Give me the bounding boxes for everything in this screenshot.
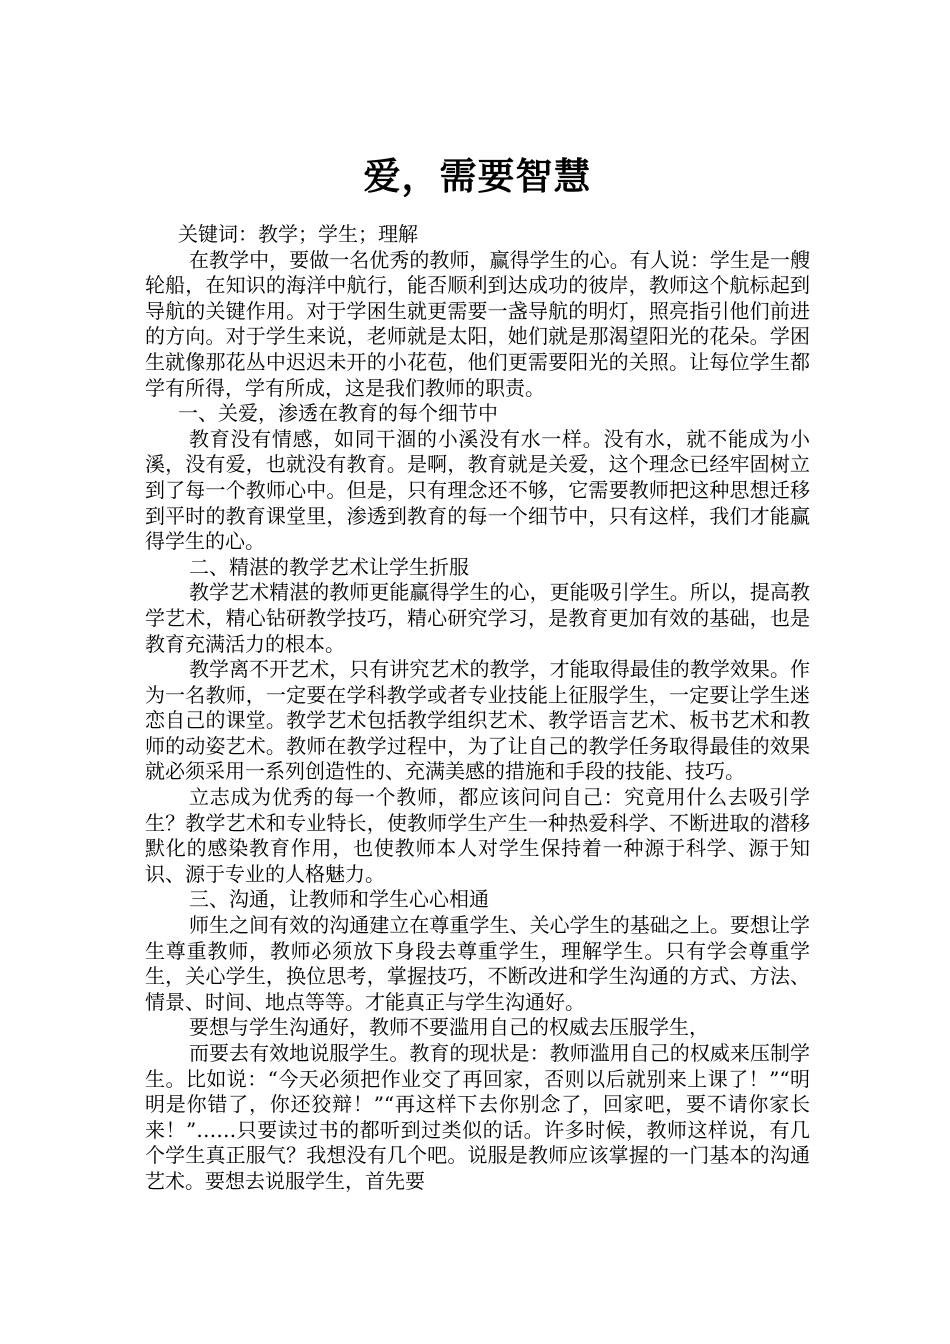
body-paragraph: 教学离不开艺术，只有讲究艺术的教学，才能取得最佳的教学效果。作为一名教师，一定要在学科教学或者专业技能上征服学生，一定要让学生迷恋自己的课堂。教学艺术包括教学组织艺术、教学语言艺术、板书艺术和教师的动姿艺术。教师在教学过程中，为了让自己的教学任务取得最佳的效果就必须采用一系列创造性的、充满美感的措施和手段的技能、技巧。 [145,657,810,784]
section-heading-2: 二、精湛的教学艺术让学生折服 [189,554,469,579]
body-paragraph: 而要去有效地说服学生。教育的现状是：教师滥用自己的权威来压制学生。比如说：“今天必须把作业交了再回家，否则以后就别来上课了！”“明明是你错了，你还狡辩！”“再这样下去你别念了，回家吧，要不请你家长来！”……只要读过书的都听到过类似的话。许多时候，教师这样说，有几个学生真正服气？我想没有几个吧。说服是教师应该掌握的一门基本的沟通艺术。要想去说服学生，首先要 [145,1041,810,1193]
keywords-line: 关键词：教学；学生；理解 [178,222,418,246]
body-paragraph: 教学艺术精湛的教师更能赢得学生的心，更能吸引学生。所以，提高教学艺术，精心钻研教学技巧，精心研究学习，是教育更加有效的基础，也是教育充满活力的根本。 [145,580,810,656]
section-heading-3: 三、沟通，让教师和学生心心相通 [189,887,489,912]
body-paragraph: 师生之间有效的沟通建立在尊重学生、关心学生的基础之上。要想让学生尊重教师，教师必须放下身段去尊重学生，理解学生。只有学会尊重学生，关心学生，换位思考，掌握技巧，不断改进和学生沟通的方式、方法、情景、时间、地点等等。才能真正与学生沟通好。 [145,913,810,1014]
body-paragraph: 立志成为优秀的每一个教师，都应该问问自己：究竟用什么去吸引学生？教学艺术和专业特长，使教师学生产生一种热爱科学、不断进取的潜移默化的感染教育作用，也使教师本人对学生保持着一种源于科学、源于知识、源于专业的人格魅力。 [145,785,810,886]
document-title: 爱，需要智慧 [363,154,592,198]
body-paragraph: 要想与学生沟通好，教师不要滥用自己的权威去压服学生， [189,1015,709,1040]
section-heading-1: 一、关爱，渗透在教育的每个细节中 [178,401,498,426]
intro-paragraph: 在教学中，要做一名优秀的教师，赢得学生的心。有人说：学生是一艘轮船，在知识的海洋中航行，能否顺利到达成功的彼岸，教师这个航标起到导航的关键作用。对于学困生就更需要一盏导航的明灯，照亮指引他们前进的方向。对于学生来说，老师就是太阳，她们就是那渴望阳光的花朵。学困生就像那花丛中迟迟未开的小花苞，他们更需要阳光的关照。让每位学生都学有所得，学有所成，这是我们教师的职责。 [145,247,810,400]
body-paragraph: 教育没有情感，如同干涸的小溪没有水一样。没有水，就不能成为小溪，没有爱，也就没有教育。是啊，教育就是关爱，这个理念已经牢固树立到了每一个教师心中。但是，只有理念还不够，它需要教师把这种思想迁移到平时的教育课堂里，渗透到教育的每一个细节中，只有这样，我们才能赢得学生的心。 [145,426,810,554]
document-body [145,222,810,1195]
